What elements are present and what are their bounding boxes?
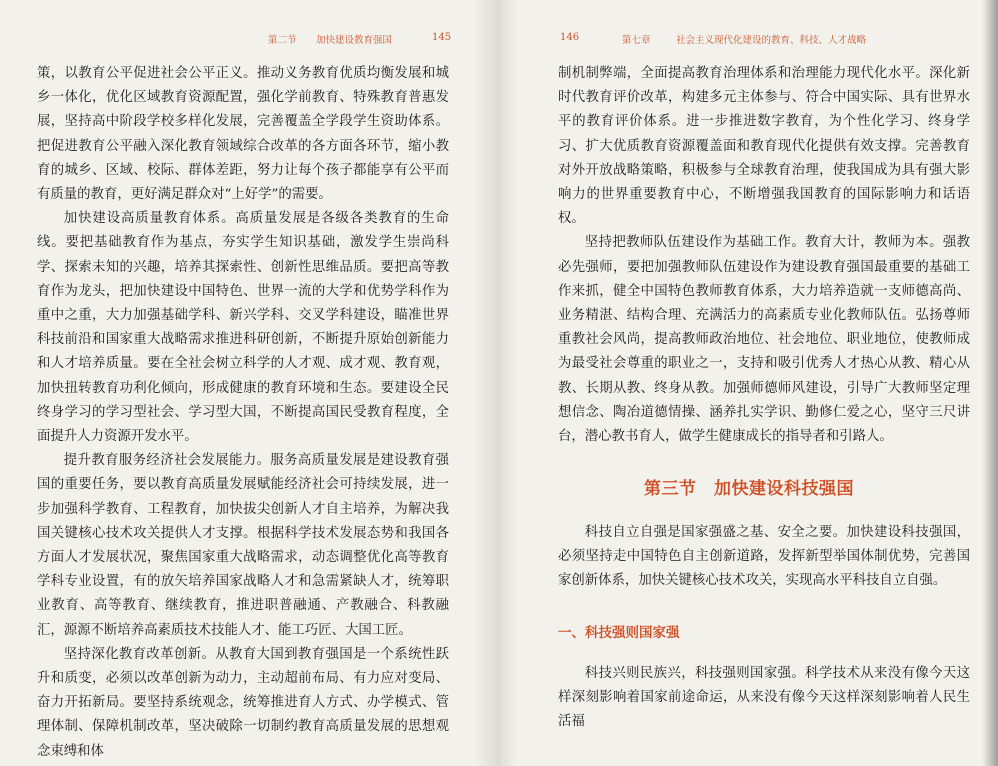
paragraph: 制机制弊端，全面提高教育治理体系和治理能力现代化水平。深化新时代教育评价改革，构建多元主体参与、符合中国实际、具有世界水平的教育评价体系。进一步推进数字教育，为个性化学习、终身学习、扩大优质教育资源覆盖面和教育现代化提供有效支撑。完善教育对外开放战略策略，积极参与全球教育治理，使我国成为具有强大影响力的世界重要教育中心，不断增强我国教育的国际影响力和话语权。 <box>558 66 970 227</box>
subsection-heading: 一、科技强则国家强 <box>558 625 680 641</box>
running-head-section: 第二节 <box>268 35 297 46</box>
page-edge-shadow <box>982 0 998 766</box>
paragraph: 科技自立自强是国家强盛之基、安全之要。加快建设科技强国，必须坚持走中国特色自主创新道路，发挥新型举国体制优势，完善国家创新体系，加快关键核心技术攻关，实现高水平科技自立自强。 <box>558 525 970 589</box>
right-page <box>500 0 998 766</box>
running-head-chapter: 第七章 <box>622 35 651 46</box>
page-number: 145 <box>432 32 452 43</box>
paragraph: 策，以教育公平促进社会公平正义。推动义务教育优质均衡发展和城乡一体化，优化区域教育资源配置，强化学前教育、特殊教育普惠发展，坚持高中阶段学校多样化发展，完善覆盖全学段学生资助体系。把促进教育公平融入深化教育领域综合改革的各方面各环节，缩小教育的城乡、区域、校际、群体差距，努力让每个孩子都能享有公平而有质量的教育，更好满足群众对“上好学”的需要。 <box>37 66 449 203</box>
gutter-shadow <box>474 0 500 766</box>
running-head-title: 社会主义现代化建设的教育、科技、人才战略 <box>676 35 867 46</box>
section-heading: 第三节 加快建设科技强国 <box>644 479 854 499</box>
running-head-title: 加快建设教育强国 <box>316 35 393 46</box>
paragraph: 提升教育服务经济社会发展能力。服务高质量发展是建设教育强国的重要任务，要以教育高质量发展赋能经济社会可持续发展，进一步加强科学教育、工程教育，加快拔尖创新人才自主培养，为解决我国关键核心技术攻关提供人才支撑。根据科学技术发展态势和我国各方面人才发展状况，聚焦国家重大战略需求，动态调整优化高等教育学科专业设置，有的放矢培养国家战略人才和急需紧缺人才，统筹职业教育、高等教育、继续教育，推进职普融通、产教融合、科教融汇，源源不断培养高素质技术技能人才、能工巧匠、大国工匠。 <box>37 453 449 638</box>
paragraph: 科技兴则民族兴，科技强则国家强。科学技术从来没有像今天这样深刻影响着国家前途命运，从来没有像今天这样深刻影响着人民生活福 <box>558 666 970 730</box>
right-body-text-top <box>558 62 970 449</box>
right-body-text-bottom <box>558 662 970 735</box>
page-number: 146 <box>560 32 580 43</box>
paragraph: 坚持把教师队伍建设作为基础工作。教育大计，教师为本。强教必先强师，要把加强教师队伍建设作为建设教育强国最重要的基础工作来抓，健全中国特色教师教育体系，大力培养造就一支师德高尚、业务精湛、结构合理、充满活力的高素质专业化教师队伍。弘扬尊师重教社会风尚，提高教师政治地位、社会地位、职业地位，使教师成为最受社会尊重的职业之一，支持和吸引优秀人才热心从教、精心从教、长期从教、终身从教。加强师德师风建设，引导广大教师坚定理想信念、陶冶道德情操、涵养扎实学识、勤修仁爱之心，坚守三尺讲台，潜心教书育人，做学生健康成长的指导者和引路人。 <box>558 235 970 445</box>
paragraph: 坚持深化教育改革创新。从教育大国到教育强国是一个系统性跃升和质变，必须以改革创新为动力，主动超前布局、有力应对变局、奋力开拓新局。要坚持系统观念，统筹推进育人方式、办学模式、管理体制、保障机制改革，坚决破除一切制约教育高质量发展的思想观念束缚和体 <box>37 646 449 759</box>
paragraph: 加快建设高质量教育体系。高质量发展是各级各类教育的生命线。要把基础教育作为基点，夯实学生知识基础，激发学生崇尚科学、探索未知的兴趣，培养其探索性、创新性思维品质。要把高等教育作为龙头，把加快建设中国特色、世界一流的大学和优势学科作为重中之重，大力加强基础学科、新兴学科、交叉学科建设，瞄准世界科技前沿和国家重大战略需求推进科研创新，不断提升原始创新能力和人才培养质量。要在全社会树立科学的人才观、成才观、教育观，加快扭转教育功利化倾向，形成健康的教育环境和生态。要建设全民终身学习的学习型社会、学习型大国，不断提高国民受教育程度，全面提升人力资源开发水平。 <box>37 211 449 445</box>
right-body-text-mid <box>558 521 970 594</box>
gutter-shadow <box>500 0 518 766</box>
left-body-text <box>37 62 449 764</box>
